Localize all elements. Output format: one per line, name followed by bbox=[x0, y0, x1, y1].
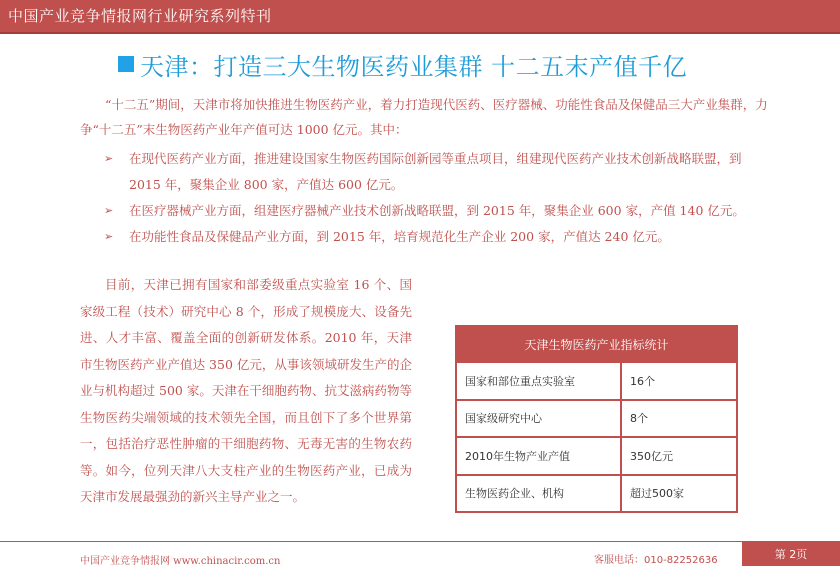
table-cell-label: 国家级研究中心 bbox=[457, 401, 622, 437]
table-cell-label: 2010年生物产业产值 bbox=[457, 438, 622, 474]
body-paragraph: 目前，天津已拥有国家和部委级重点实验室 16 个、国家级工程（技术）研究中心 8 个，形成了规模庞大、设备先进、人才丰富、覆盖全面的创新研发体系。2010 年，天津市生物医药产业产值达 350 亿元，从事该领域研发生产的企业与机构超过 500 家。天津在干细胞药物、抗艾滋病药物等生物医药尖端领域的技术领先全国，而且创下了多个世界第一，包括治疗恶性肿瘤的干细胞药物、无毒无害的生物农药等。如今，位列天津八大支柱产业的生物医药产业，已成为天津市发展最强劲的新兴主导产业之一。 bbox=[80, 277, 412, 504]
table-cell-value: 16个 bbox=[630, 374, 655, 388]
footer-phone: 客服电话：010-82252636 bbox=[594, 555, 718, 566]
bullet-text: 在医疗器械产业方面，组建医疗器械产业技术创新战略联盟，到 2015 年，聚集企业 600 家，产值 140 亿元。 bbox=[129, 203, 745, 218]
intro-paragraph: “十二五”期间，天津市将加快推进生物医药产业，着力打造现代医药、医疗器械、功能性食品及保健品三大产业集群，力争“十二五”末生物医药产业年产值可达 1000 亿元。其中： bbox=[80, 97, 768, 137]
table-row bbox=[457, 436, 736, 474]
title-square-icon bbox=[118, 56, 134, 72]
page-number-badge: 第 2页 bbox=[742, 541, 840, 566]
table-cell-label: 国家和部位重点实验室 bbox=[457, 363, 622, 399]
arrow-bullet-icon: ➢ bbox=[104, 152, 114, 165]
header-title: 中国产业竞争情报网行业研究系列特刊 bbox=[8, 7, 272, 25]
bullet-item bbox=[104, 224, 774, 250]
table-cell-value: 超过500家 bbox=[630, 487, 684, 501]
page-title bbox=[118, 46, 687, 82]
arrow-bullet-icon: ➢ bbox=[104, 204, 114, 217]
stats-table-caption: 天津生物医药产业指标统计 bbox=[457, 327, 736, 361]
bullet-text: 在现代医药产业方面，推进建设国家生物医药国际创新园等重点项目，组建现代医药产业技术创新战略联盟，到 2015 年，聚集企业 800 家，产值达 600 亿元。 bbox=[129, 151, 742, 192]
table-cell-value: 8个 bbox=[630, 412, 648, 426]
header-bar bbox=[0, 0, 840, 34]
bullet-text: 在功能性食品及保健品产业方面，到 2015 年，培育规范化生产企业 200 家，产值达 240 亿元。 bbox=[129, 229, 670, 244]
bullet-list bbox=[104, 146, 774, 250]
footer-divider bbox=[0, 541, 742, 542]
table-row bbox=[457, 361, 736, 399]
bullet-item bbox=[104, 198, 774, 224]
table-cell-label: 生物医药企业、机构 bbox=[457, 476, 622, 512]
stats-table bbox=[455, 325, 738, 513]
table-row bbox=[457, 474, 736, 512]
table-cell-value: 350亿元 bbox=[630, 449, 673, 463]
bullet-item bbox=[104, 146, 774, 198]
table-row bbox=[457, 399, 736, 437]
footer-site: 中国产业竞争情报网 www.chinacir.com.cn bbox=[80, 556, 281, 567]
page-title-text: 天津：打造三大生物医药业集群 十二五末产值千亿 bbox=[140, 52, 688, 81]
arrow-bullet-icon: ➢ bbox=[104, 230, 114, 243]
